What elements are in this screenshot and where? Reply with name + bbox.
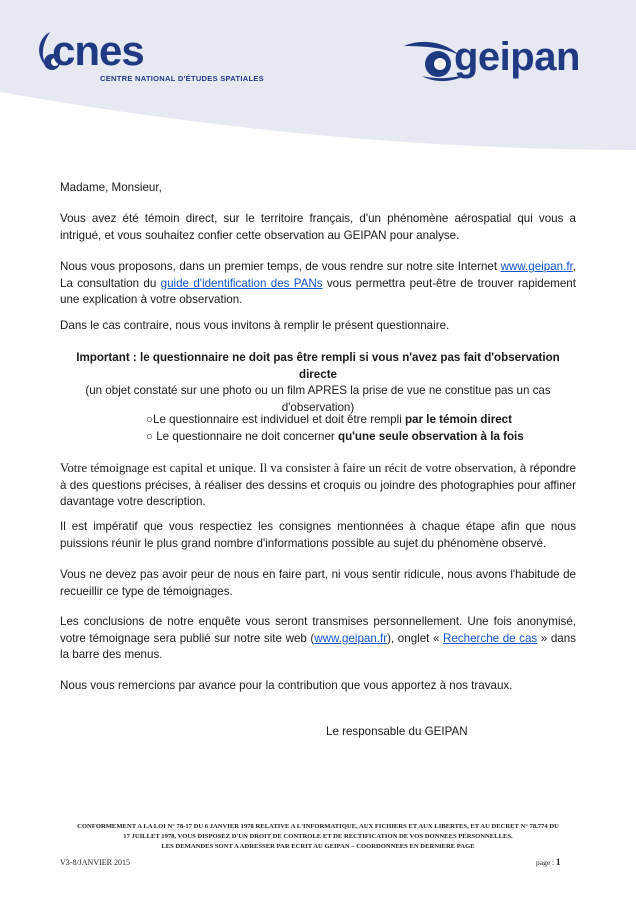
cnes-wordmark: cnes: [52, 27, 144, 74]
bullet-individual-bold: par le témoin direct: [405, 413, 512, 426]
paragraph-conclusions: [60, 614, 576, 664]
paragraph-website-text-3: vous permettra peut-être de trouver rapidement une explication à votre observation.: [60, 276, 576, 306]
paragraph-questionnaire: Dans le cas contraire, nous vous invitons à remplir le présent questionnaire.: [60, 319, 450, 332]
geipan-website-link-2[interactable]: www.geipan.fr: [314, 631, 388, 645]
testimony-rest: à répondre à des questions précises, à réaliser des dessins et croquis ou joindre des photographies pour affiner davantage votre description.: [60, 462, 576, 508]
paragraph-website-text-2: , La consultation du: [60, 260, 576, 290]
important-notice: [60, 350, 576, 416]
conclusions-text-2: ), onglet «: [387, 631, 444, 645]
important-notice-bold: Important : le questionnaire ne doit pas être rempli si vous n'avez pas fait d'observation directe: [76, 351, 560, 381]
bullet-individual-text: Le questionnaire est individuel et doit être rempli: [153, 413, 406, 426]
bullet-circle-icon: ○: [146, 413, 154, 426]
page-number-value: 1: [556, 857, 561, 867]
legal-requests: LES DEMANDES SONT A ADRESSER PAR ECRIT AU GEIPAN – COORDONNEES EN DERNIERE PAGE: [161, 843, 475, 850]
greeting: Madame, Monsieur,: [60, 181, 162, 194]
bullet-individual: [146, 412, 566, 429]
signature: Le responsable du GEIPAN: [326, 725, 468, 738]
legal-notice: CONFORMEMENT A LA LOI N° 78-17 DU 6 JANVIER 1978 RELATIVE A L'INFORMATIQUE, AUX FICHIERS ET AUX LIBERTES, ET AU DECRET N° 78.774 DU 17 JUILLET 1978, VOUS DISPOSEZ D'UN DROIT DE CONTROLE ET DE RECTIFICATION DE VOS DONNEES PERSONNELLES.: [77, 823, 559, 840]
bullet-single-bold: qu'une seule observation à la fois: [338, 430, 524, 443]
cnes-subtitle: CENTRE NATIONAL D'ÉTUDES SPATIALES: [100, 74, 264, 83]
paragraph-website: [60, 259, 576, 309]
geipan-website-link[interactable]: www.geipan.fr: [500, 260, 573, 273]
testimony-lead: Votre témoignage est capital et unique. Il va consister à faire un récit de votre observation,: [60, 461, 517, 475]
identification-guide-link[interactable]: guide d'identification des PANs: [160, 276, 323, 290]
paragraph-intro: Vous avez été témoin direct, sur le territoire français, d'un phénomène aérospatial qui vous a intrigué, et vous souhaitez confier cette observation au GEIPAN pour analyse.: [60, 212, 576, 242]
document-version: V3-8/JANVIER 2015: [60, 858, 130, 867]
bullet-single-observation: [146, 429, 566, 446]
bullet-single-text: Le questionnaire ne doit concerner: [153, 430, 338, 443]
case-search-link[interactable]: Recherche de cas: [443, 631, 538, 645]
geipan-wordmark: geipan: [454, 35, 580, 79]
bullet-circle-icon: ○: [146, 430, 154, 443]
page-label: page :: [536, 858, 556, 867]
page-number: [536, 857, 561, 867]
paragraph-testimony: [60, 460, 576, 511]
header-background: [0, 0, 636, 160]
conclusions-text: Les conclusions de notre enquête vous seront transmises personnellement. Une fois anonymisé, votre témoignage sera publié sur notre site web (: [60, 615, 576, 645]
paragraph-website-text: Nous vous proposons, dans un premier temps, de vous rendre sur notre site Internet: [60, 260, 501, 273]
header-band: [0, 0, 636, 160]
paragraph-instructions: Il est impératif que vous respectiez les consignes mentionnées à chaque étape afin que nous puissions réunir le plus grand nombre d'informations possible au sujet du phénomène observé.: [60, 520, 576, 550]
paragraph-reassurance: Vous ne devez pas avoir peur de nous en faire part, ni vous sentir ridicule, nous avons l'habitude de recueillir ce type de témoignages.: [60, 568, 576, 598]
conclusions-text-3: » dans la barre des menus.: [60, 631, 576, 661]
legal-footer: [74, 822, 562, 852]
important-notice-detail: (un objet constaté sur une photo ou un film APRES la prise de vue ne constitue pas un cas d'observation): [85, 384, 551, 414]
paragraph-thanks: Nous vous remercions par avance pour la contribution que vous apportez à nos travaux.: [60, 679, 513, 692]
